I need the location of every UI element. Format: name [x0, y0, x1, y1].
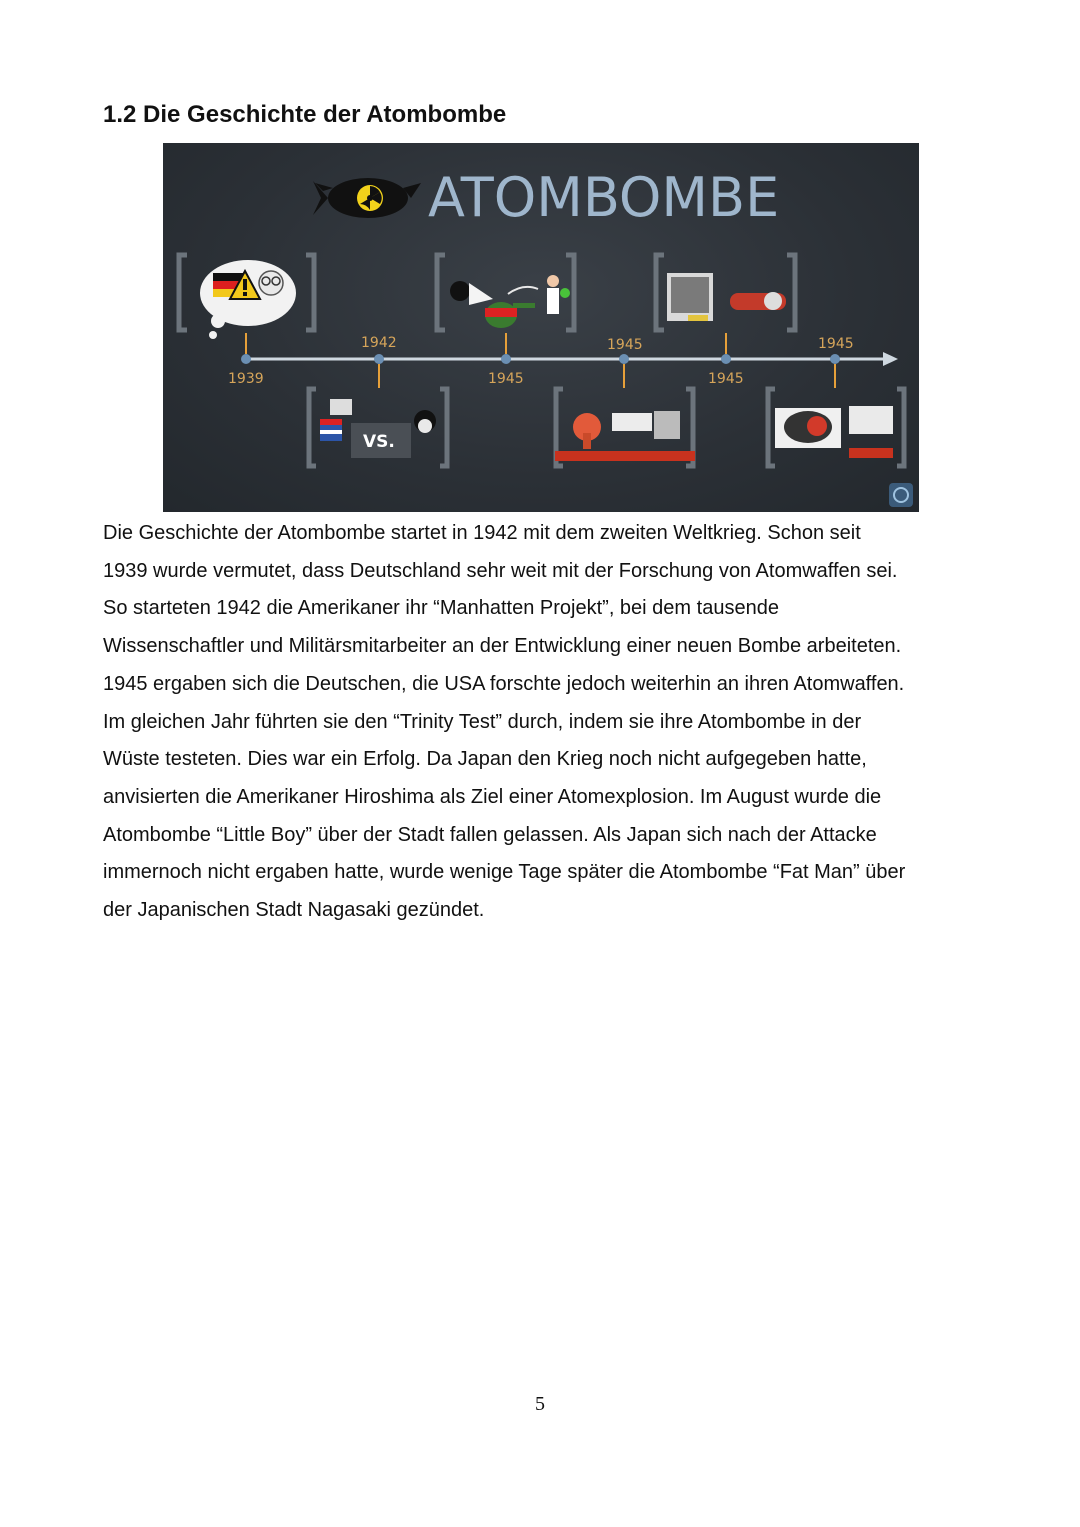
timeline-arrow-icon: [883, 352, 898, 366]
paragraph-line: Atombombe “Little Boy” über der Stadt fallen gelassen. Als Japan sich nach der Attacke: [103, 823, 877, 846]
paragraph-line: immernoch nicht ergaben hatte, wurde wenige Tage später die Atombombe “Fat Man” über: [103, 861, 906, 884]
year-label-1945-b: 1945: [607, 337, 643, 353]
trinity-test-illustration: [555, 411, 695, 461]
paragraph-line: anvisierten die Amerikaner Hiroshima als Ziel einer Atomexplosion. Im August wurde die: [103, 785, 882, 808]
year-label-1942: 1942: [361, 335, 397, 351]
page-number: 5: [535, 1393, 545, 1415]
little-boy-illustration: [667, 273, 786, 321]
year-label-1945-a: 1945: [488, 371, 524, 387]
vs-label: VS.: [363, 432, 395, 452]
fat-man-illustration: [775, 406, 893, 458]
atombombe-timeline-figure: [163, 143, 919, 512]
paragraph-line: 1939 wurde vermutet, dass Deutschland sehr weit mit der Forschung von Atomwaffen sei.: [103, 559, 898, 582]
paragraph-line: Die Geschichte der Atombombe startet in 1942 mit dem zweiten Weltkrieg. Schon seit: [103, 522, 861, 544]
body-paragraph: [103, 515, 983, 930]
paragraph-line: Wüste testeten. Dies war ein Erfolg. Da Japan den Krieg noch nicht aufgegeben hatte,: [103, 748, 867, 771]
presentation-logo-icon: [889, 483, 913, 507]
paragraph-line: 1945 ergaben sich die Deutschen, die USA forschte jedoch weiterhin an ihren Atomwaffen.: [103, 672, 905, 695]
thought-bubble-illustration: [200, 260, 296, 339]
paragraph-line: Im gleichen Jahr führten sie den “Trinity Test” durch, indem sie ihre Atombombe in der: [103, 710, 862, 733]
bomb-icon: [313, 178, 421, 218]
year-label-1939: 1939: [228, 371, 264, 387]
scientist-illustration: [450, 275, 570, 328]
paragraph-line: So starteten 1942 die Amerikaner ihr “Manhatten Projekt”, bei dem tausende: [103, 597, 779, 620]
figure-title: ATOMBOMBE: [428, 166, 780, 229]
year-label-1945-d: 1945: [818, 336, 854, 352]
paragraph-line: Wissenschaftler und Militärsmitarbeiter an der Entwicklung einer neuen Bombe arbeiteten.: [103, 635, 902, 658]
year-label-1945-c: 1945: [708, 371, 744, 387]
section-heading: 1.2 Die Geschichte der Atombombe: [103, 101, 507, 128]
usa-vs-germany-illustration: [320, 399, 436, 458]
paragraph-line: der Japanischen Stadt Nagasaki gezündet.: [103, 899, 485, 922]
